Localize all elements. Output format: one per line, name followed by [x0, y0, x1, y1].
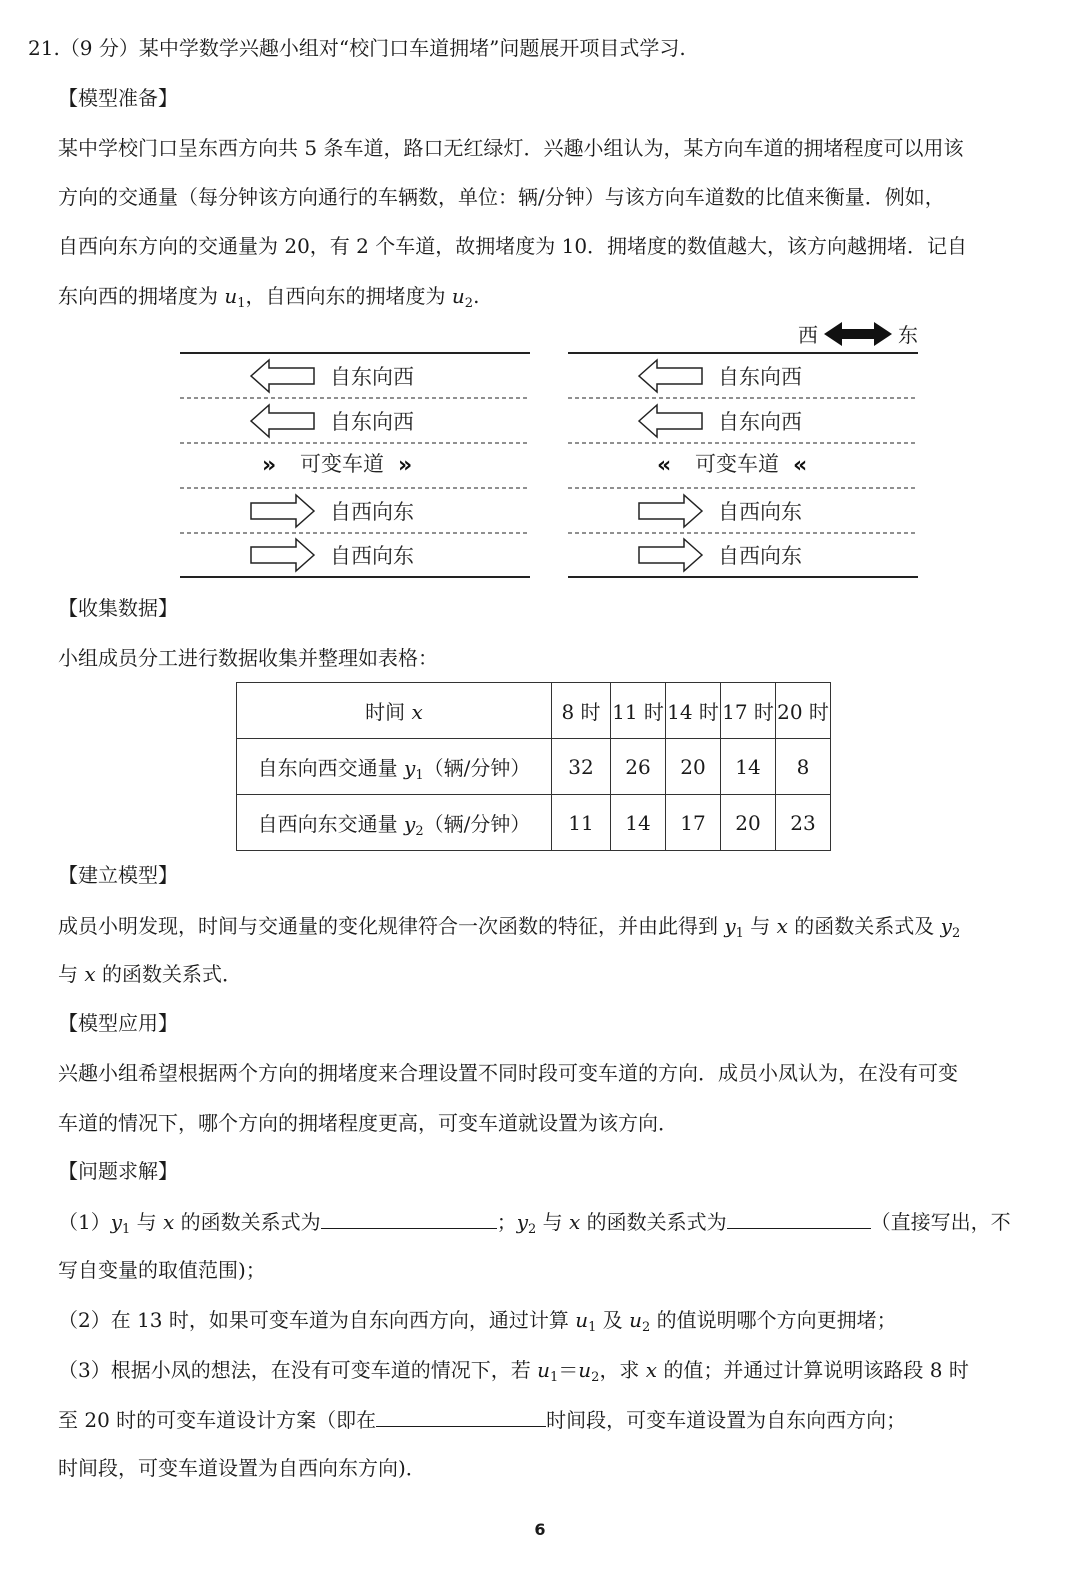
var-u: u — [451, 284, 465, 308]
row-label — [237, 739, 552, 795]
var-u: u — [537, 1358, 550, 1382]
q3-line-2 — [58, 1406, 906, 1433]
value-cell: 11 — [552, 795, 611, 851]
var-y: y — [404, 756, 416, 780]
apply-line-1: 兴趣小组希望根据两个方向的拥堵度来合理设置不同时段可变车道的方向．成员小凤认为，在没有可变 — [58, 1061, 958, 1085]
build-text: 的函数关系式及 — [787, 914, 941, 938]
right-road — [568, 353, 918, 577]
var-y: y — [724, 914, 736, 938]
value-cell: 20 — [721, 795, 776, 851]
build-text: 与 — [743, 914, 777, 938]
var-u: u — [224, 284, 238, 308]
q-text: 的值；并通过计算说明该路段 8 时 — [657, 1358, 969, 1382]
answer-blank[interactable] — [321, 1208, 497, 1229]
q-text: 的函数关系式为 — [580, 1210, 727, 1234]
q-text: （2）在 13 时，如果可变车道为自东向西方向，通过计算 — [58, 1308, 576, 1332]
lane-label: 自东向西 — [330, 365, 414, 389]
right-arrow-icon — [251, 539, 314, 571]
prep-line-2: 方向的交通量（每分钟该方向通行的车辆数，单位：辆/分钟）与该方向车道数的比值来衡量．例如， — [58, 185, 945, 209]
value-cell: 23 — [776, 795, 831, 851]
left-road — [180, 353, 530, 577]
header-cell — [237, 683, 552, 739]
sub-1: 1 — [588, 1320, 597, 1335]
build-line-1 — [58, 913, 960, 943]
sub-2: 2 — [415, 824, 424, 839]
var-y: y — [516, 1210, 528, 1234]
var-x: x — [569, 1210, 581, 1234]
lane-diagram-svg — [0, 320, 1080, 590]
q3-line-1 — [58, 1357, 969, 1387]
table-row — [237, 795, 831, 851]
q3-line-3: 时间段，可变车道设置为自西向东方向)． — [58, 1456, 426, 1480]
equals-sign: ＝ — [558, 1358, 579, 1382]
lane-diagram — [0, 320, 1080, 590]
chevron-left-icon: « — [657, 453, 672, 478]
sub-1: 1 — [122, 1222, 131, 1237]
sub-2: 2 — [642, 1320, 651, 1335]
left-arrow-icon — [639, 360, 702, 392]
var-y: y — [940, 914, 952, 938]
variable-lane-label: 可变车道 — [695, 452, 779, 476]
build-text: 成员小明发现，时间与交通量的变化规律符合一次函数的特征，并由此得到 — [58, 914, 725, 938]
section-build: 【建立模型】 — [58, 863, 178, 887]
q-text: （直接写出，不 — [870, 1210, 1011, 1234]
left-arrow-icon — [251, 405, 314, 437]
left-arrow-icon — [639, 405, 702, 437]
q2-line — [58, 1307, 897, 1337]
time-cell: 20 时 — [776, 683, 831, 739]
sub-1: 1 — [735, 926, 744, 941]
time-cell: 14 时 — [666, 683, 721, 739]
lane-label: 自西向东 — [718, 500, 802, 524]
row-label-text: 自西向东交通量 — [257, 812, 404, 836]
row-label-unit: （辆/分钟） — [423, 756, 531, 780]
section-collect: 【收集数据】 — [58, 596, 178, 620]
answer-blank[interactable] — [376, 1406, 546, 1427]
lane-label: 自西向东 — [330, 544, 414, 568]
period: . — [473, 284, 480, 308]
q1-line-1 — [58, 1208, 1011, 1239]
q-text: 至 20 时的可变车道设计方案（即在 — [58, 1408, 377, 1432]
build-text: 的函数关系式． — [95, 962, 242, 986]
question-score: （9 分） — [59, 36, 139, 60]
apply-line-2: 车道的情况下，哪个方向的拥堵程度更高，可变车道就设置为该方向． — [58, 1111, 678, 1135]
time-cell: 8 时 — [552, 683, 611, 739]
q1-line-2: 写自变量的取值范围)； — [58, 1258, 266, 1282]
right-arrow-icon — [639, 495, 702, 527]
lane-label: 自东向西 — [718, 410, 802, 434]
sub-2: 2 — [591, 1370, 600, 1385]
prep-line-4 — [58, 283, 479, 313]
var-u: u — [575, 1308, 589, 1332]
var-x: x — [645, 1358, 658, 1382]
prep-text: ，自西向东的拥堵度为 — [245, 284, 452, 308]
sub-1: 1 — [237, 296, 246, 311]
chevron-right-icon: » — [398, 453, 413, 478]
section-model-prep: 【模型准备】 — [58, 86, 178, 110]
value-cell: 14 — [611, 795, 666, 851]
row-label-text: 自东向西交通量 — [257, 756, 404, 780]
value-cell: 8 — [776, 739, 831, 795]
collect-intro: 小组成员分工进行数据收集并整理如表格： — [58, 646, 438, 670]
question-number: 21. — [28, 36, 60, 60]
q-text: （3）根据小凤的想法，在没有可变车道的情况下，若 — [58, 1358, 538, 1382]
question-intro-text: 某中学数学兴趣小组对“校门口车道拥堵”问题展开项目式学习. — [138, 36, 686, 60]
value-cell: 26 — [611, 739, 666, 795]
chevron-right-icon: » — [262, 453, 277, 478]
q-text: 的函数关系式为 — [174, 1210, 321, 1234]
answer-blank[interactable] — [727, 1208, 871, 1229]
lane-label: 自东向西 — [718, 365, 802, 389]
value-cell: 32 — [552, 739, 611, 795]
var-x: x — [163, 1210, 175, 1234]
section-solve: 【问题求解】 — [58, 1159, 178, 1183]
q-text: 的值说明哪个方向更拥堵； — [650, 1308, 897, 1332]
lane-label: 自西向东 — [330, 500, 414, 524]
double-arrow-icon — [824, 322, 892, 346]
var-u: u — [629, 1308, 643, 1332]
west-label: 西 — [798, 323, 818, 347]
right-arrow-icon — [251, 495, 314, 527]
q-text: （1） — [58, 1210, 111, 1234]
header-label: 时间 — [365, 700, 412, 724]
value-cell: 14 — [721, 739, 776, 795]
east-label: 东 — [898, 323, 918, 347]
q-text: 时间段，可变车道设置为自东向西方向； — [546, 1408, 907, 1432]
variable-lane-label: 可变车道 — [300, 452, 384, 476]
row-label — [237, 795, 552, 851]
q-text: ，求 — [599, 1358, 646, 1382]
var-x: x — [84, 962, 96, 986]
page-number: 6 — [534, 1520, 546, 1539]
sub-2: 2 — [951, 926, 961, 941]
chevron-left-icon: « — [793, 453, 808, 478]
build-text: 与 — [58, 962, 85, 986]
value-cell: 20 — [666, 739, 721, 795]
question-intro — [28, 35, 686, 61]
sub-1: 1 — [415, 768, 424, 783]
lane-label: 自西向东 — [718, 544, 802, 568]
right-arrow-icon — [639, 539, 702, 571]
value-cell: 17 — [666, 795, 721, 851]
time-cell: 11 时 — [611, 683, 666, 739]
var-x: x — [411, 700, 423, 724]
build-line-2 — [58, 961, 242, 987]
var-y: y — [110, 1210, 123, 1234]
time-cell: 17 时 — [721, 683, 776, 739]
q-text: ； — [496, 1210, 517, 1234]
prep-text: 东向西的拥堵度为 — [58, 284, 225, 308]
data-table — [236, 682, 831, 851]
prep-line-1: 某中学校门口呈东西方向共 5 条车道，路口无红绿灯．兴趣小组认为，某方向车道的拥堵程度可以用该 — [58, 136, 964, 160]
var-y: y — [404, 812, 416, 836]
q-text: 与 — [536, 1210, 569, 1234]
q-text: 及 — [596, 1308, 630, 1332]
q-text: 与 — [130, 1210, 164, 1234]
var-x: x — [776, 914, 788, 938]
row-label-unit: （辆/分钟） — [423, 812, 531, 836]
sub-1: 1 — [549, 1370, 559, 1385]
left-arrow-icon — [251, 360, 314, 392]
table-row — [237, 739, 831, 795]
table-row — [237, 683, 831, 739]
prep-line-3: 自西向东方向的交通量为 20，有 2 个车道，故拥堵度为 10．拥堵度的数值越大，该方向越拥堵．记自 — [58, 234, 968, 258]
var-u: u — [578, 1358, 592, 1382]
sub-2: 2 — [528, 1222, 537, 1237]
sub-2: 2 — [464, 296, 474, 311]
lane-label: 自东向西 — [330, 410, 414, 434]
section-apply: 【模型应用】 — [58, 1011, 178, 1035]
